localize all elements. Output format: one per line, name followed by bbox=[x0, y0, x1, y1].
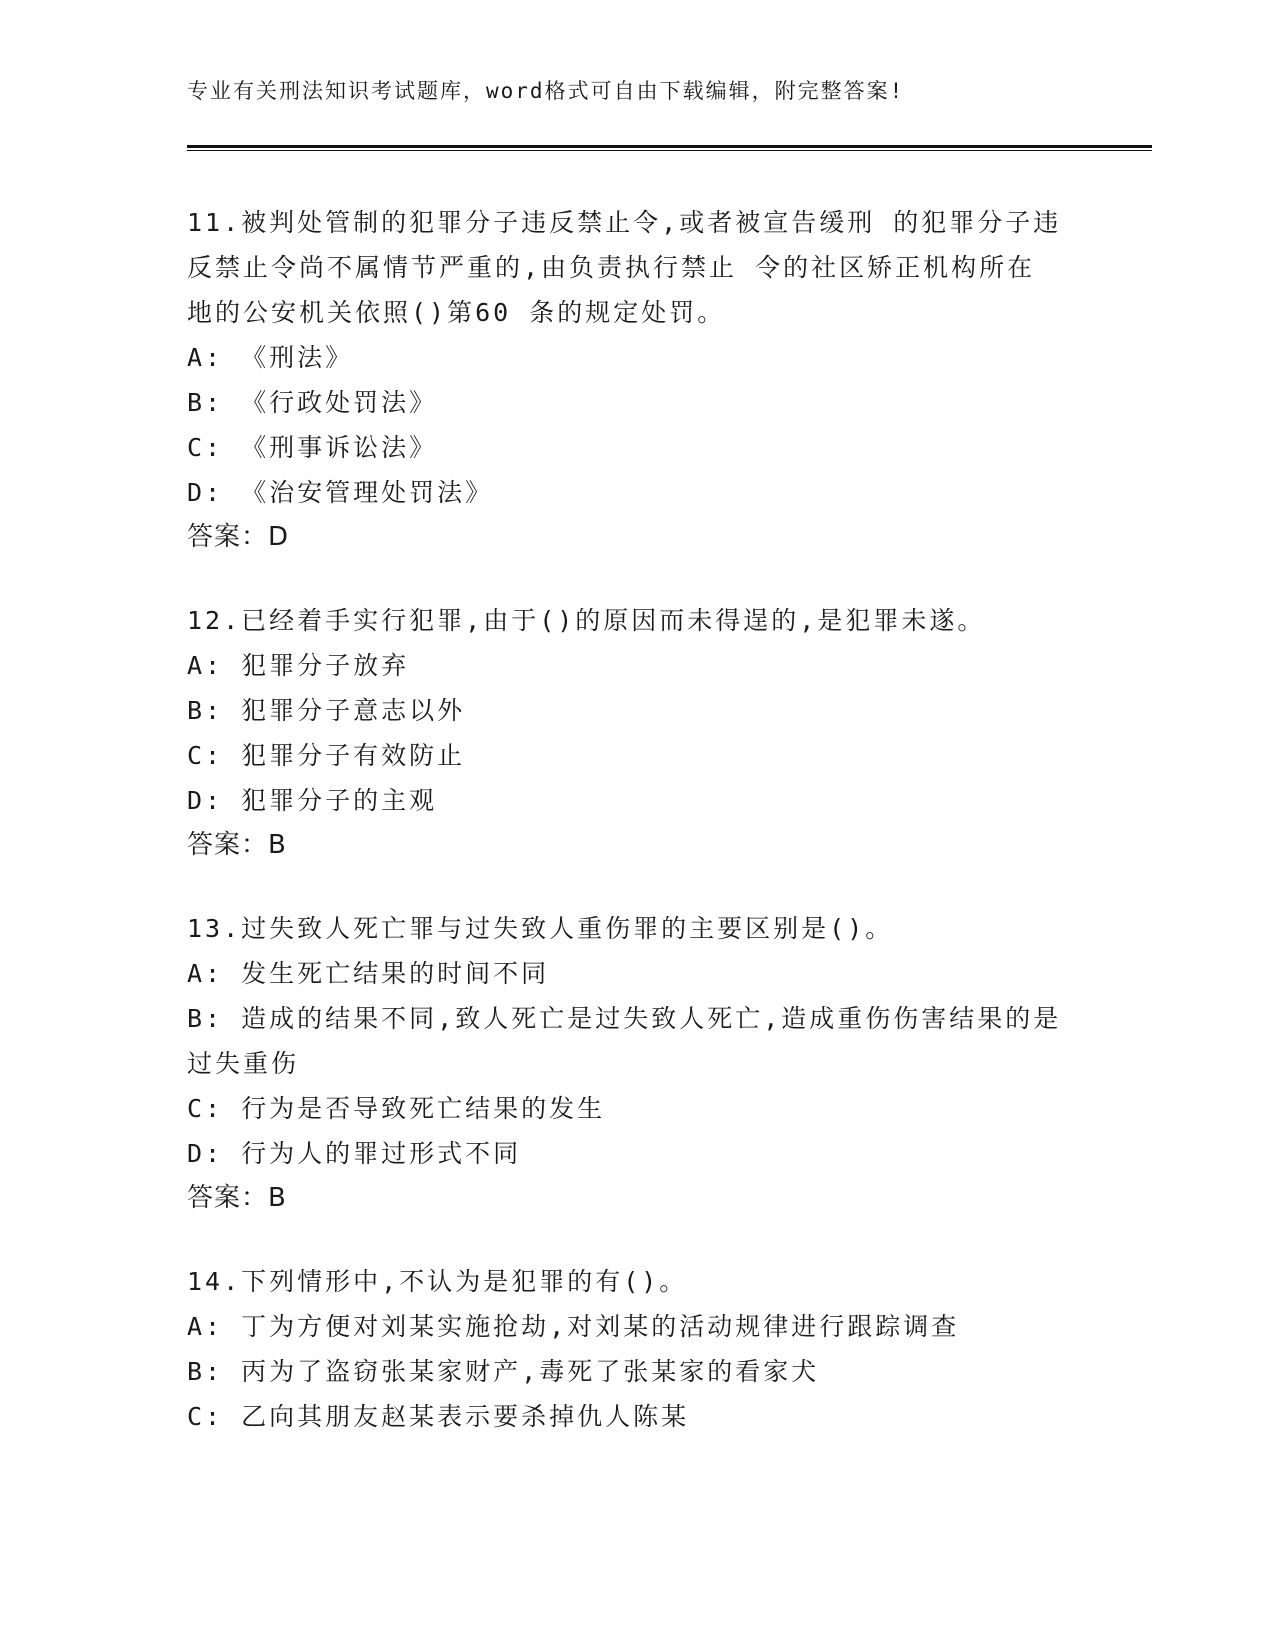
option-b: B: 造成的结果不同,致人死亡是过失致人死亡,造成重伤伤害结果的是 bbox=[187, 1004, 1062, 1033]
option-a: A: 犯罪分子放弃 bbox=[187, 651, 410, 680]
option-a: A: 发生死亡结果的时间不同 bbox=[187, 959, 550, 988]
question-14 bbox=[187, 1259, 1087, 1439]
answer-text: 答案：D bbox=[187, 522, 290, 552]
option-b: B: 《行政处罚法》 bbox=[187, 388, 438, 417]
answer-text: 答案：B bbox=[187, 1183, 287, 1213]
option-c: C: 《刑事诉讼法》 bbox=[187, 433, 438, 462]
question-text-line: 地的公安机关依照()第60 条的规定处罚。 bbox=[187, 298, 726, 327]
question-11 bbox=[187, 200, 1087, 560]
question-text-line: 反禁止令尚不属情节严重的,由负责执行禁止 令的社区矫正机构所在 bbox=[187, 253, 1036, 282]
header-rule-thin bbox=[187, 150, 1152, 151]
option-a: A: 《刑法》 bbox=[187, 343, 354, 372]
question-text-line: 11.被判处管制的犯罪分子违反禁止令,或者被宣告缓刑 的犯罪分子违 bbox=[187, 208, 1062, 237]
question-text-line: 14.下列情形中,不认为是犯罪的有()。 bbox=[187, 1267, 688, 1296]
page-header-text: 专业有关刑法知识考试题库，word格式可自由下载编辑，附完整答案! bbox=[187, 79, 905, 103]
question-text-line: 12.已经着手实行犯罪,由于()的原因而未得逞的,是犯罪未遂。 bbox=[187, 606, 986, 635]
option-a: A: 丁为方便对刘某实施抢劫,对刘某的活动规律进行跟踪调查 bbox=[187, 1312, 960, 1341]
option-b: B: 犯罪分子意志以外 bbox=[187, 696, 466, 725]
option-c: C: 行为是否导致死亡结果的发生 bbox=[187, 1094, 606, 1123]
header-rule-thick bbox=[187, 145, 1152, 148]
option-d: D: 《治安管理处罚法》 bbox=[187, 478, 494, 507]
question-list bbox=[187, 200, 1087, 1477]
option-b: B: 丙为了盗窃张某家财产,毒死了张某家的看家犬 bbox=[187, 1357, 820, 1386]
question-text-line: 13.过失致人死亡罪与过失致人重伤罪的主要区别是()。 bbox=[187, 914, 894, 943]
option-b-continued: 过失重伤 bbox=[187, 1049, 300, 1078]
option-c: C: 乙向其朋友赵某表示要杀掉仇人陈某 bbox=[187, 1402, 690, 1431]
question-12 bbox=[187, 598, 1087, 868]
option-d: D: 行为人的罪过形式不同 bbox=[187, 1139, 522, 1168]
answer-text: 答案：B bbox=[187, 830, 287, 860]
option-d: D: 犯罪分子的主观 bbox=[187, 786, 438, 815]
option-c: C: 犯罪分子有效防止 bbox=[187, 741, 466, 770]
question-13 bbox=[187, 906, 1087, 1221]
